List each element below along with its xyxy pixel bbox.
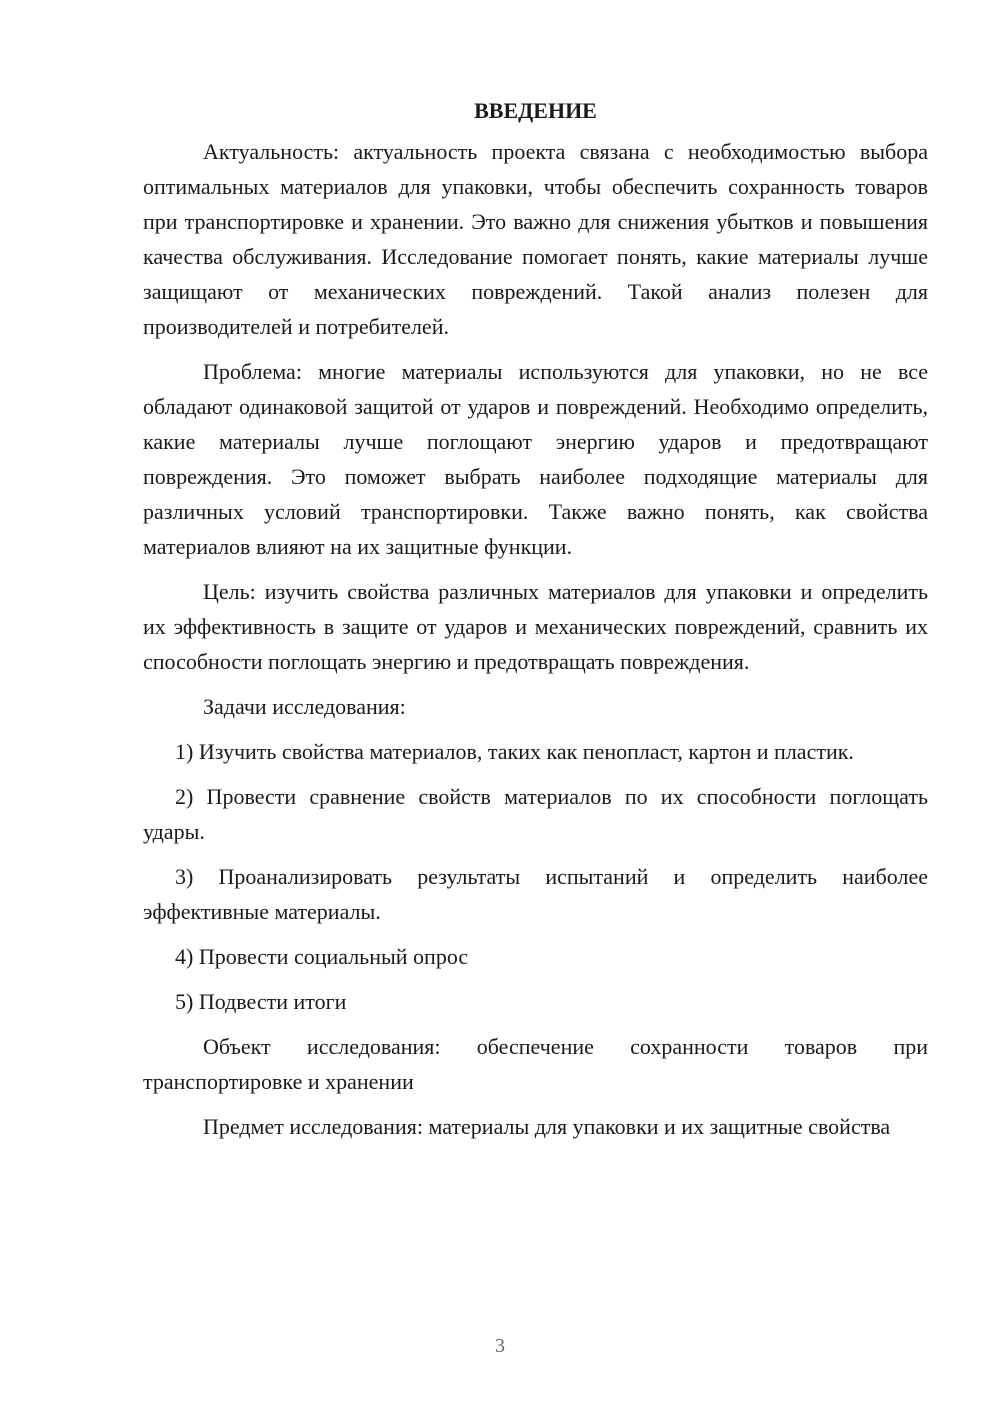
paragraph-problem: Проблема: многие материалы используются для упаковки, но не все обладают одинаковой защитой от ударов и повреждений. Необходимо определить, какие материалы лучше поглощают энергию ударов и предотвращают повреждения. Это поможет выбрать наиболее подходящие материалы для различных условий транспортировки. Также важно понять, как свойства материалов влияют на их защитные функции. [143, 359, 928, 559]
paragraph-subject: Предмет исследования: материалы для упаковки и их защитные свойства [203, 1114, 891, 1139]
list-item: 4) Провести социальный опрос [175, 944, 469, 969]
tasks-list [143, 734, 928, 1019]
list-item: 2) Провести сравнение свойств материалов по их способности поглощать удары. [143, 784, 928, 844]
paragraph-object: Объект исследования: обеспечение сохранности товаров при транспортировке и хранении [143, 1034, 928, 1094]
tasks-heading: Задачи исследования: [203, 694, 406, 719]
document-page [143, 93, 928, 1154]
paragraph-relevance: Актуальность: актуальность проекта связана с необходимостью выбора оптимальных материалов для упаковки, чтобы обеспечить сохранность товаров при транспортировке и хранении. Это важно для снижения убытков и повышения качества обслуживания. Исследование помогает понять, какие материалы лучше защищают от механических повреждений. Такой анализ полезен для производителей и потребителей. [143, 139, 928, 339]
page-number: 3 [495, 1335, 505, 1357]
list-item: 1) Изучить свойства материалов, таких как пенопласт, картон и пластик. [175, 739, 854, 764]
paragraph-goal: Цель: изучить свойства различных материалов для упаковки и определить их эффективность в защите от ударов и механических повреждений, сравнить их способности поглощать энергию и предотвращать повреждения. [143, 579, 928, 674]
page-title: ВВЕДЕНИЕ [474, 98, 597, 123]
list-item: 3) Проанализировать результаты испытаний и определить наиболее эффективные материалы. [143, 864, 928, 924]
list-item: 5) Подвести итоги [175, 989, 347, 1014]
